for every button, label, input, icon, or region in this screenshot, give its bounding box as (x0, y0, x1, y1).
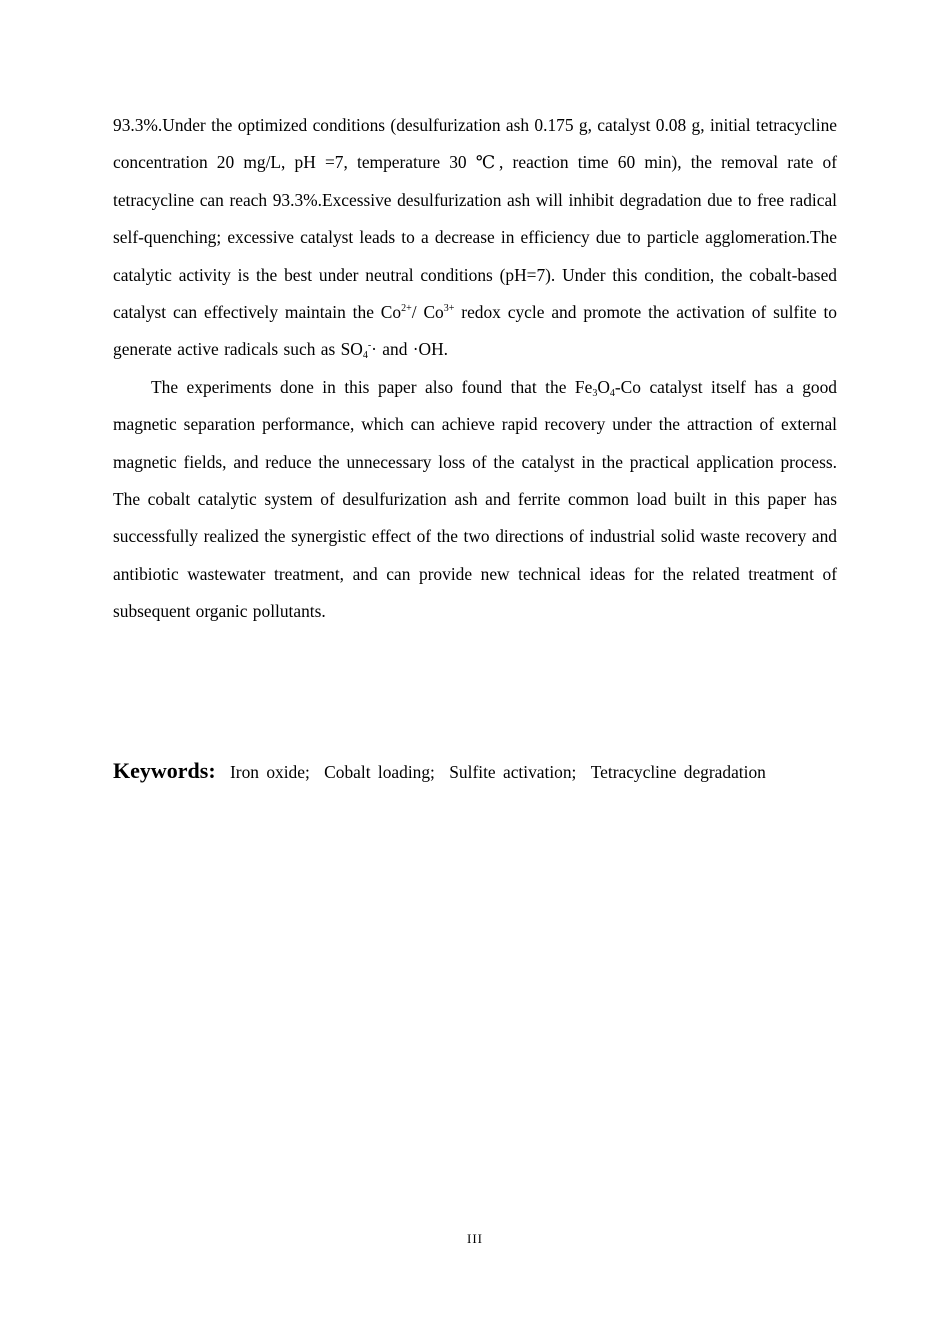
paragraph-2-text-c: -Co catalyst itself has a good magnetic separation performance, which can achieve rapid recovery under the attraction of external magnetic fields, and reduce the unnecessary loss of the catalyst in the practical application process. The cobalt catalytic system of desulfurization ash and ferrite common load built in this paper has successfully realized the synergistic effect of the two directions of industrial solid waste recovery and antibiotic wastewater treatment, and can provide new technical ideas for the related treatment of subsequent organic pollutants. (113, 376, 837, 622)
oxygen-subscript: 4 (609, 387, 615, 399)
keyword-item: Sulfite activation; (449, 762, 577, 782)
keyword-item: Tetracycline degradation (590, 762, 766, 782)
abstract-body (113, 107, 837, 631)
keywords-line (113, 755, 873, 788)
cobalt-charge-2plus: 2+ (401, 303, 412, 315)
sulfate-charge: - (367, 340, 372, 352)
page-number: III (467, 1231, 483, 1246)
paragraph-1-text-d: · and ·OH. (371, 339, 449, 360)
paragraph-2-text-b: O (597, 376, 610, 397)
abstract-paragraph-1 (113, 107, 837, 369)
paragraph-1-text-c: redox cycle and promote the activation of sulfite to generate active radicals such as SO (113, 302, 837, 360)
paragraph-2-text-a: The experiments done in this paper also found that the Fe (151, 376, 593, 397)
keywords-label: Keywords: (113, 758, 216, 783)
paragraph-1-text-a: 93.3%.Under the optimized conditions (desulfurization ash 0.175 g, catalyst 0.08 g, initial tetracycline concentration 20 mg/L, pH =7, temperature 30 ℃, reaction time 60 min), the removal rate of tetracycline can reach 93.3%.Excessive desulfurization ash will inhibit degradation due to free radical self-quenching; excessive catalyst leads to a decrease in efficiency due to particle agglomeration.The catalytic activity is the best under neutral conditions (pH=7). Under this condition, the cobalt-based catalyst can effectively maintain the Co (113, 115, 837, 323)
sulfate-subscript: 4 (362, 350, 368, 362)
keyword-item: Iron oxide; (230, 762, 310, 782)
abstract-paragraph-2 (113, 369, 837, 631)
iron-subscript: 3 (592, 387, 598, 399)
keyword-item: Cobalt loading; (324, 762, 435, 782)
cobalt-charge-3plus: 3+ (443, 303, 455, 315)
paragraph-1-text-b: / Co (411, 302, 444, 323)
